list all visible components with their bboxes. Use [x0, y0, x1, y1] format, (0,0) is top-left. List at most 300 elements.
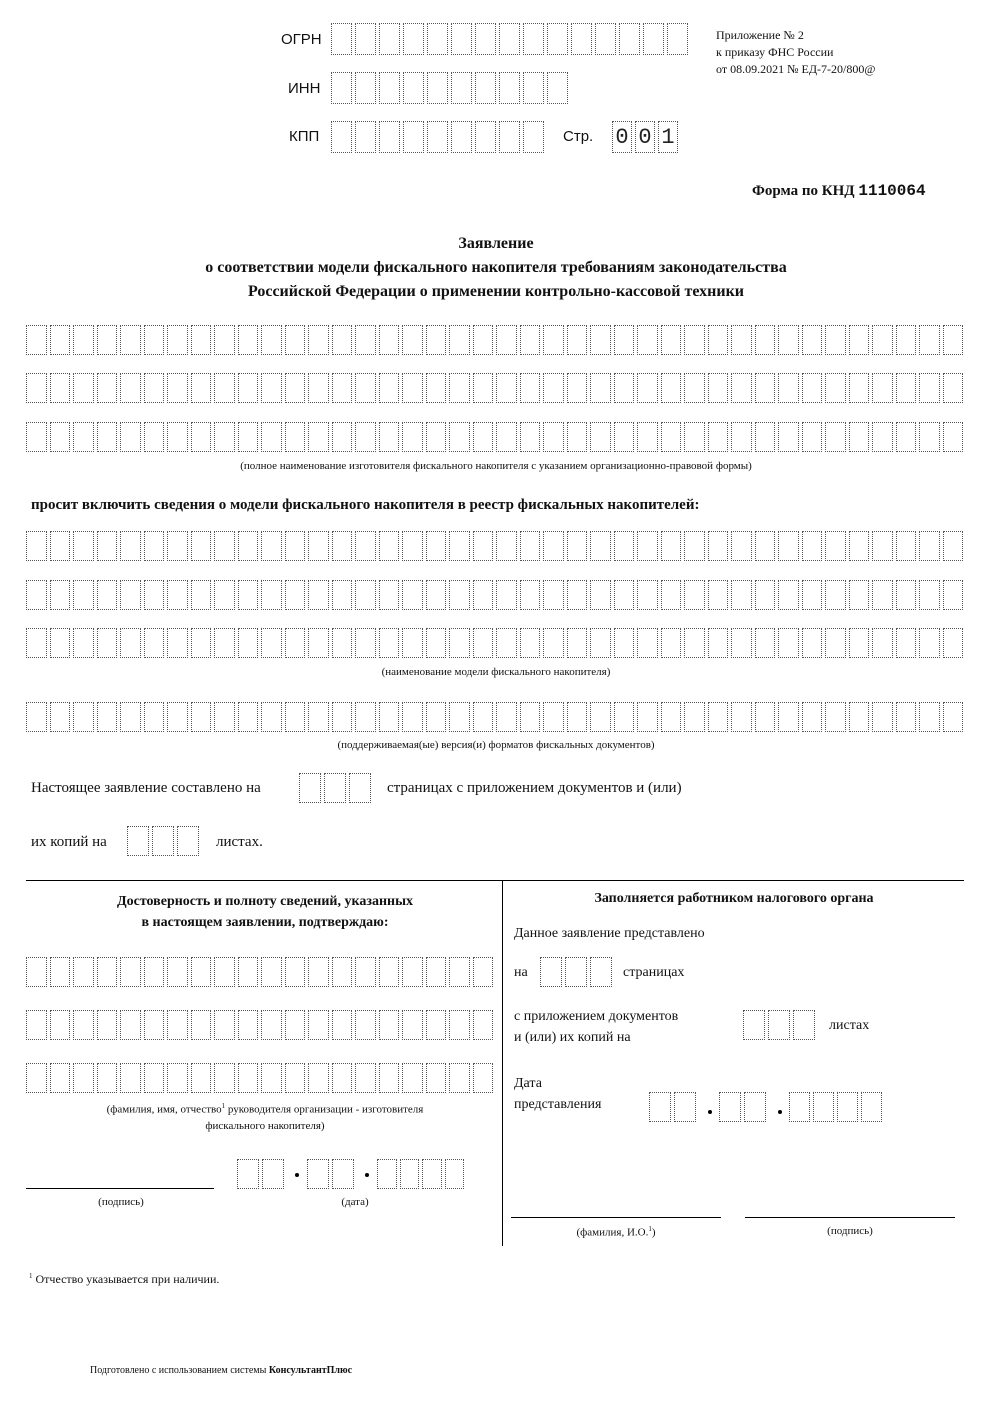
entry-cell[interactable] — [191, 702, 212, 732]
entry-cell[interactable] — [285, 325, 306, 355]
entry-cell[interactable] — [684, 422, 705, 452]
entry-cell[interactable] — [778, 702, 799, 732]
entry-cell[interactable] — [496, 580, 517, 610]
entry-cell[interactable] — [451, 72, 472, 104]
entry-cell[interactable] — [238, 1010, 259, 1040]
entry-cell[interactable] — [308, 1010, 329, 1040]
entry-cell[interactable] — [426, 422, 447, 452]
entry-cell[interactable] — [355, 702, 376, 732]
head-name-row-1[interactable] — [26, 957, 493, 987]
entry-cell[interactable] — [661, 628, 682, 658]
entry-cell[interactable] — [73, 628, 94, 658]
entry-cell[interactable] — [426, 628, 447, 658]
entry-cell[interactable] — [261, 422, 282, 452]
entry-cell[interactable] — [50, 628, 71, 658]
entry-cell[interactable] — [402, 580, 423, 610]
entry-cell[interactable] — [402, 1010, 423, 1040]
entry-cell[interactable] — [755, 580, 776, 610]
entry-cell[interactable] — [849, 325, 870, 355]
entry-cell[interactable] — [308, 702, 329, 732]
entry-cell[interactable] — [825, 373, 846, 403]
entry-cell[interactable] — [26, 325, 47, 355]
entry-cell[interactable] — [614, 628, 635, 658]
entry-cell[interactable] — [567, 373, 588, 403]
entry-cell[interactable] — [520, 325, 541, 355]
entry-cell[interactable] — [543, 373, 564, 403]
entry-cell[interactable] — [402, 628, 423, 658]
entry-cell[interactable] — [943, 325, 964, 355]
entry-cell[interactable] — [144, 628, 165, 658]
manufacturer-name-row-2[interactable] — [26, 373, 963, 403]
entry-cell[interactable] — [285, 422, 306, 452]
entry-cell[interactable] — [402, 957, 423, 987]
entry-cell[interactable] — [590, 325, 611, 355]
entry-cell[interactable] — [520, 702, 541, 732]
entry-cell[interactable] — [473, 422, 494, 452]
entry-cell[interactable] — [299, 773, 321, 803]
entry-cell[interactable] — [778, 325, 799, 355]
entry-cell[interactable] — [402, 325, 423, 355]
entry-cell[interactable] — [872, 325, 893, 355]
entry-cell[interactable] — [261, 1063, 282, 1093]
entry-cell[interactable] — [238, 531, 259, 561]
entry-cell[interactable] — [426, 531, 447, 561]
entry-cell[interactable] — [755, 702, 776, 732]
entry-cell[interactable] — [308, 1063, 329, 1093]
entry-cell[interactable] — [214, 531, 235, 561]
entry-cell[interactable] — [473, 373, 494, 403]
entry-cell[interactable] — [331, 121, 352, 153]
entry-cell[interactable] — [565, 957, 587, 987]
entry-cell[interactable] — [355, 373, 376, 403]
entry-cell[interactable] — [144, 531, 165, 561]
versions-row[interactable] — [26, 702, 963, 732]
entry-cell[interactable] — [26, 1063, 47, 1093]
entry-cell[interactable] — [214, 1010, 235, 1040]
entry-cell[interactable] — [475, 23, 496, 55]
entry-cell[interactable] — [238, 325, 259, 355]
entry-cell[interactable] — [402, 1063, 423, 1093]
entry-cell[interactable] — [355, 628, 376, 658]
entry-cell[interactable] — [590, 580, 611, 610]
entry-cell[interactable] — [400, 1159, 420, 1189]
entry-cell[interactable] — [649, 1092, 671, 1122]
model-name-row-1[interactable] — [26, 531, 963, 561]
entry-cell[interactable] — [473, 1063, 494, 1093]
entry-cell[interactable] — [237, 1159, 259, 1189]
entry-cell[interactable] — [73, 325, 94, 355]
entry-cell[interactable] — [449, 702, 470, 732]
entry-cell[interactable] — [50, 325, 71, 355]
entry-cell[interactable] — [872, 702, 893, 732]
signature-line[interactable] — [26, 1188, 214, 1189]
entry-cell[interactable] — [896, 325, 917, 355]
entry-cell[interactable] — [120, 373, 141, 403]
entry-cell[interactable] — [332, 957, 353, 987]
entry-cell[interactable] — [427, 121, 448, 153]
entry-cell[interactable] — [684, 628, 705, 658]
entry-cell[interactable] — [661, 702, 682, 732]
entry-cell[interactable] — [520, 628, 541, 658]
entry-cell[interactable] — [708, 702, 729, 732]
entry-cell[interactable] — [167, 702, 188, 732]
entry-cell[interactable] — [896, 580, 917, 610]
entry-cell[interactable] — [379, 72, 400, 104]
entry-cell[interactable] — [332, 702, 353, 732]
entry-cell[interactable] — [451, 121, 472, 153]
entry-cell[interactable] — [849, 422, 870, 452]
entry-cell[interactable] — [379, 23, 400, 55]
entry-cell[interactable] — [731, 531, 752, 561]
entry-cell[interactable] — [332, 1010, 353, 1040]
entry-cell[interactable] — [499, 23, 520, 55]
entry-cell[interactable] — [73, 422, 94, 452]
entry-cell[interactable] — [191, 1010, 212, 1040]
entry-cell[interactable] — [167, 580, 188, 610]
entry-cell[interactable] — [896, 702, 917, 732]
entry-cell[interactable] — [355, 580, 376, 610]
entry-cell[interactable] — [637, 531, 658, 561]
entry-cell[interactable] — [379, 1063, 400, 1093]
entry-cell[interactable] — [473, 702, 494, 732]
entry-cell[interactable] — [919, 628, 940, 658]
entry-cell[interactable] — [731, 373, 752, 403]
entry-cell[interactable] — [449, 373, 470, 403]
entry-cell[interactable] — [872, 422, 893, 452]
entry-cell[interactable] — [496, 373, 517, 403]
entry-cell[interactable] — [793, 1010, 815, 1040]
entry-cell[interactable] — [214, 957, 235, 987]
entry-cell[interactable] — [73, 1063, 94, 1093]
entry-cell[interactable] — [755, 325, 776, 355]
entry-cell[interactable] — [167, 628, 188, 658]
entry-cell[interactable] — [943, 373, 964, 403]
entry-cell[interactable] — [520, 531, 541, 561]
head-name-row-3[interactable] — [26, 1063, 493, 1093]
entry-cell[interactable] — [355, 325, 376, 355]
entry-cell[interactable] — [379, 702, 400, 732]
entry-cell[interactable] — [97, 1010, 118, 1040]
entry-cell[interactable] — [167, 957, 188, 987]
entry-cell[interactable] — [837, 1092, 858, 1122]
entry-cell[interactable] — [426, 1010, 447, 1040]
entry-cell[interactable] — [97, 422, 118, 452]
tax-sheets-field[interactable] — [743, 1010, 815, 1040]
entry-cell[interactable] — [120, 1010, 141, 1040]
entry-cell[interactable] — [496, 628, 517, 658]
entry-cell[interactable] — [523, 121, 544, 153]
entry-cell[interactable] — [332, 580, 353, 610]
entry-cell[interactable] — [543, 325, 564, 355]
inn-field[interactable] — [331, 72, 568, 104]
entry-cell[interactable] — [238, 628, 259, 658]
entry-cell[interactable] — [120, 580, 141, 610]
entry-cell[interactable] — [496, 325, 517, 355]
entry-cell[interactable] — [825, 325, 846, 355]
entry-cell[interactable] — [849, 531, 870, 561]
officer-name-line[interactable] — [511, 1217, 721, 1218]
entry-cell[interactable] — [97, 580, 118, 610]
entry-cell[interactable] — [26, 1010, 47, 1040]
entry-cell[interactable] — [355, 1063, 376, 1093]
entry-cell[interactable] — [731, 422, 752, 452]
entry-cell[interactable] — [595, 23, 616, 55]
entry-cell[interactable] — [191, 1063, 212, 1093]
tax-pages-field[interactable] — [540, 957, 612, 987]
entry-cell[interactable] — [379, 531, 400, 561]
date-day-field[interactable] — [237, 1159, 284, 1189]
entry-cell[interactable] — [499, 121, 520, 153]
entry-cell[interactable] — [73, 1010, 94, 1040]
model-name-row-3[interactable] — [26, 628, 963, 658]
entry-cell[interactable] — [177, 826, 199, 856]
entry-cell[interactable] — [919, 702, 940, 732]
entry-cell[interactable] — [214, 580, 235, 610]
entry-cell[interactable] — [708, 628, 729, 658]
entry-cell[interactable] — [614, 580, 635, 610]
entry-cell[interactable] — [567, 325, 588, 355]
entry-cell[interactable] — [26, 580, 47, 610]
entry-cell[interactable] — [379, 325, 400, 355]
entry-cell[interactable] — [238, 957, 259, 987]
entry-cell[interactable] — [449, 628, 470, 658]
entry-cell[interactable] — [943, 628, 964, 658]
entry-cell[interactable] — [379, 1010, 400, 1040]
entry-cell[interactable] — [708, 580, 729, 610]
entry-cell[interactable] — [426, 580, 447, 610]
entry-cell[interactable] — [285, 531, 306, 561]
entry-cell[interactable] — [496, 702, 517, 732]
entry-cell[interactable] — [825, 702, 846, 732]
entry-cell[interactable] — [614, 422, 635, 452]
entry-cell[interactable] — [451, 23, 472, 55]
entry-cell[interactable] — [849, 702, 870, 732]
entry-cell[interactable] — [755, 628, 776, 658]
entry-cell[interactable] — [661, 325, 682, 355]
manufacturer-name-row-1[interactable] — [26, 325, 963, 355]
entry-cell[interactable] — [308, 628, 329, 658]
entry-cell[interactable] — [637, 325, 658, 355]
entry-cell[interactable] — [449, 1010, 470, 1040]
entry-cell[interactable] — [144, 325, 165, 355]
entry-cell[interactable] — [590, 957, 612, 987]
entry-cell[interactable] — [377, 1159, 397, 1189]
manufacturer-name-row-3[interactable] — [26, 422, 963, 452]
entry-cell[interactable] — [637, 373, 658, 403]
entry-cell[interactable] — [499, 72, 520, 104]
entry-cell[interactable] — [331, 23, 352, 55]
entry-cell[interactable] — [872, 373, 893, 403]
entry-cell[interactable] — [191, 373, 212, 403]
entry-cell[interactable] — [684, 702, 705, 732]
entry-cell[interactable] — [802, 422, 823, 452]
entry-cell[interactable] — [861, 1092, 882, 1122]
entry-cell[interactable] — [473, 1010, 494, 1040]
entry-cell[interactable] — [520, 580, 541, 610]
entry-cell[interactable] — [637, 702, 658, 732]
entry-cell[interactable] — [849, 580, 870, 610]
entry-cell[interactable] — [191, 325, 212, 355]
entry-cell[interactable] — [127, 826, 149, 856]
entry-cell[interactable] — [426, 702, 447, 732]
kpp-field[interactable] — [331, 121, 544, 153]
entry-cell[interactable] — [238, 580, 259, 610]
entry-cell[interactable] — [144, 373, 165, 403]
entry-cell[interactable] — [97, 373, 118, 403]
entry-cell[interactable] — [349, 773, 371, 803]
entry-cell[interactable] — [426, 325, 447, 355]
entry-cell[interactable] — [449, 957, 470, 987]
entry-cell[interactable] — [567, 702, 588, 732]
entry-cell[interactable] — [73, 957, 94, 987]
entry-cell[interactable] — [144, 702, 165, 732]
entry-cell[interactable] — [872, 580, 893, 610]
entry-cell[interactable] — [919, 373, 940, 403]
entry-cell[interactable] — [97, 628, 118, 658]
entry-cell[interactable] — [637, 580, 658, 610]
model-name-row-2[interactable] — [26, 580, 963, 610]
entry-cell[interactable] — [307, 1159, 329, 1189]
entry-cell[interactable] — [285, 373, 306, 403]
entry-cell[interactable] — [152, 826, 174, 856]
entry-cell[interactable] — [308, 580, 329, 610]
entry-cell[interactable] — [285, 702, 306, 732]
entry-cell[interactable] — [261, 628, 282, 658]
entry-cell[interactable] — [120, 325, 141, 355]
entry-cell[interactable] — [167, 422, 188, 452]
entry-cell[interactable] — [308, 325, 329, 355]
entry-cell[interactable] — [674, 1092, 696, 1122]
entry-cell[interactable] — [355, 1010, 376, 1040]
entry-cell[interactable] — [896, 422, 917, 452]
entry-cell[interactable] — [73, 580, 94, 610]
entry-cell[interactable] — [402, 422, 423, 452]
entry-cell[interactable] — [896, 531, 917, 561]
entry-cell[interactable] — [473, 580, 494, 610]
entry-cell[interactable] — [943, 422, 964, 452]
entry-cell[interactable] — [643, 23, 664, 55]
entry-cell[interactable] — [191, 531, 212, 561]
entry-cell[interactable] — [708, 373, 729, 403]
entry-cell[interactable] — [567, 628, 588, 658]
entry-cell[interactable] — [919, 580, 940, 610]
entry-cell[interactable] — [708, 422, 729, 452]
entry-cell[interactable] — [543, 580, 564, 610]
entry-cell[interactable] — [379, 957, 400, 987]
entry-cell[interactable] — [262, 1159, 284, 1189]
entry-cell[interactable] — [919, 325, 940, 355]
entry-cell[interactable] — [308, 422, 329, 452]
entry-cell[interactable] — [684, 580, 705, 610]
entry-cell[interactable] — [768, 1010, 790, 1040]
entry-cell[interactable] — [755, 531, 776, 561]
entry-cell[interactable] — [849, 373, 870, 403]
entry-cell[interactable] — [426, 373, 447, 403]
entry-cell[interactable] — [144, 957, 165, 987]
entry-cell[interactable] — [120, 422, 141, 452]
entry-cell[interactable] — [426, 957, 447, 987]
entry-cell[interactable] — [214, 422, 235, 452]
entry-cell[interactable] — [943, 531, 964, 561]
entry-cell[interactable] — [332, 628, 353, 658]
entry-cell[interactable] — [684, 373, 705, 403]
entry-cell[interactable] — [802, 628, 823, 658]
entry-cell[interactable] — [26, 422, 47, 452]
entry-cell[interactable] — [473, 628, 494, 658]
entry-cell[interactable] — [661, 531, 682, 561]
entry-cell[interactable] — [26, 628, 47, 658]
entry-cell[interactable] — [238, 422, 259, 452]
entry-cell[interactable] — [50, 957, 71, 987]
entry-cell[interactable] — [496, 531, 517, 561]
entry-cell[interactable] — [97, 702, 118, 732]
entry-cell[interactable] — [214, 373, 235, 403]
head-name-row-2[interactable] — [26, 1010, 493, 1040]
entry-cell[interactable] — [802, 580, 823, 610]
entry-cell[interactable] — [543, 531, 564, 561]
officer-signature-line[interactable] — [745, 1217, 955, 1218]
entry-cell[interactable] — [896, 373, 917, 403]
entry-cell[interactable] — [97, 957, 118, 987]
entry-cell[interactable] — [332, 422, 353, 452]
entry-cell[interactable] — [73, 702, 94, 732]
entry-cell[interactable] — [473, 531, 494, 561]
entry-cell[interactable] — [614, 325, 635, 355]
entry-cell[interactable] — [449, 325, 470, 355]
entry-cell[interactable] — [403, 72, 424, 104]
entry-cell[interactable] — [238, 373, 259, 403]
entry-cell[interactable] — [731, 702, 752, 732]
entry-cell[interactable] — [590, 531, 611, 561]
entry-cell[interactable] — [619, 23, 640, 55]
entry-cell[interactable] — [26, 373, 47, 403]
entry-cell[interactable] — [637, 422, 658, 452]
date-year-field[interactable] — [377, 1159, 464, 1189]
entry-cell[interactable] — [614, 373, 635, 403]
entry-cell[interactable] — [896, 628, 917, 658]
pages-count-field[interactable] — [299, 773, 371, 803]
entry-cell[interactable] — [543, 628, 564, 658]
entry-cell[interactable] — [849, 628, 870, 658]
entry-cell[interactable] — [355, 121, 376, 153]
entry-cell[interactable] — [547, 72, 568, 104]
ogrn-field[interactable] — [331, 23, 688, 55]
entry-cell[interactable] — [402, 531, 423, 561]
entry-cell[interactable] — [708, 531, 729, 561]
entry-cell[interactable] — [402, 702, 423, 732]
entry-cell[interactable] — [238, 702, 259, 732]
entry-cell[interactable] — [379, 580, 400, 610]
entry-cell[interactable] — [214, 702, 235, 732]
entry-cell[interactable] — [355, 531, 376, 561]
entry-cell[interactable] — [191, 628, 212, 658]
entry-cell[interactable] — [50, 531, 71, 561]
entry-cell[interactable] — [590, 422, 611, 452]
entry-cell[interactable] — [379, 422, 400, 452]
entry-cell[interactable] — [120, 957, 141, 987]
entry-cell[interactable] — [191, 422, 212, 452]
entry-cell[interactable] — [285, 1063, 306, 1093]
entry-cell[interactable] — [285, 580, 306, 610]
entry-cell[interactable] — [778, 422, 799, 452]
entry-cell[interactable] — [97, 325, 118, 355]
entry-cell[interactable] — [50, 702, 71, 732]
entry-cell[interactable] — [355, 23, 376, 55]
entry-cell[interactable] — [191, 580, 212, 610]
entry-cell[interactable] — [755, 373, 776, 403]
entry-cell[interactable] — [427, 72, 448, 104]
entry-cell[interactable] — [261, 373, 282, 403]
